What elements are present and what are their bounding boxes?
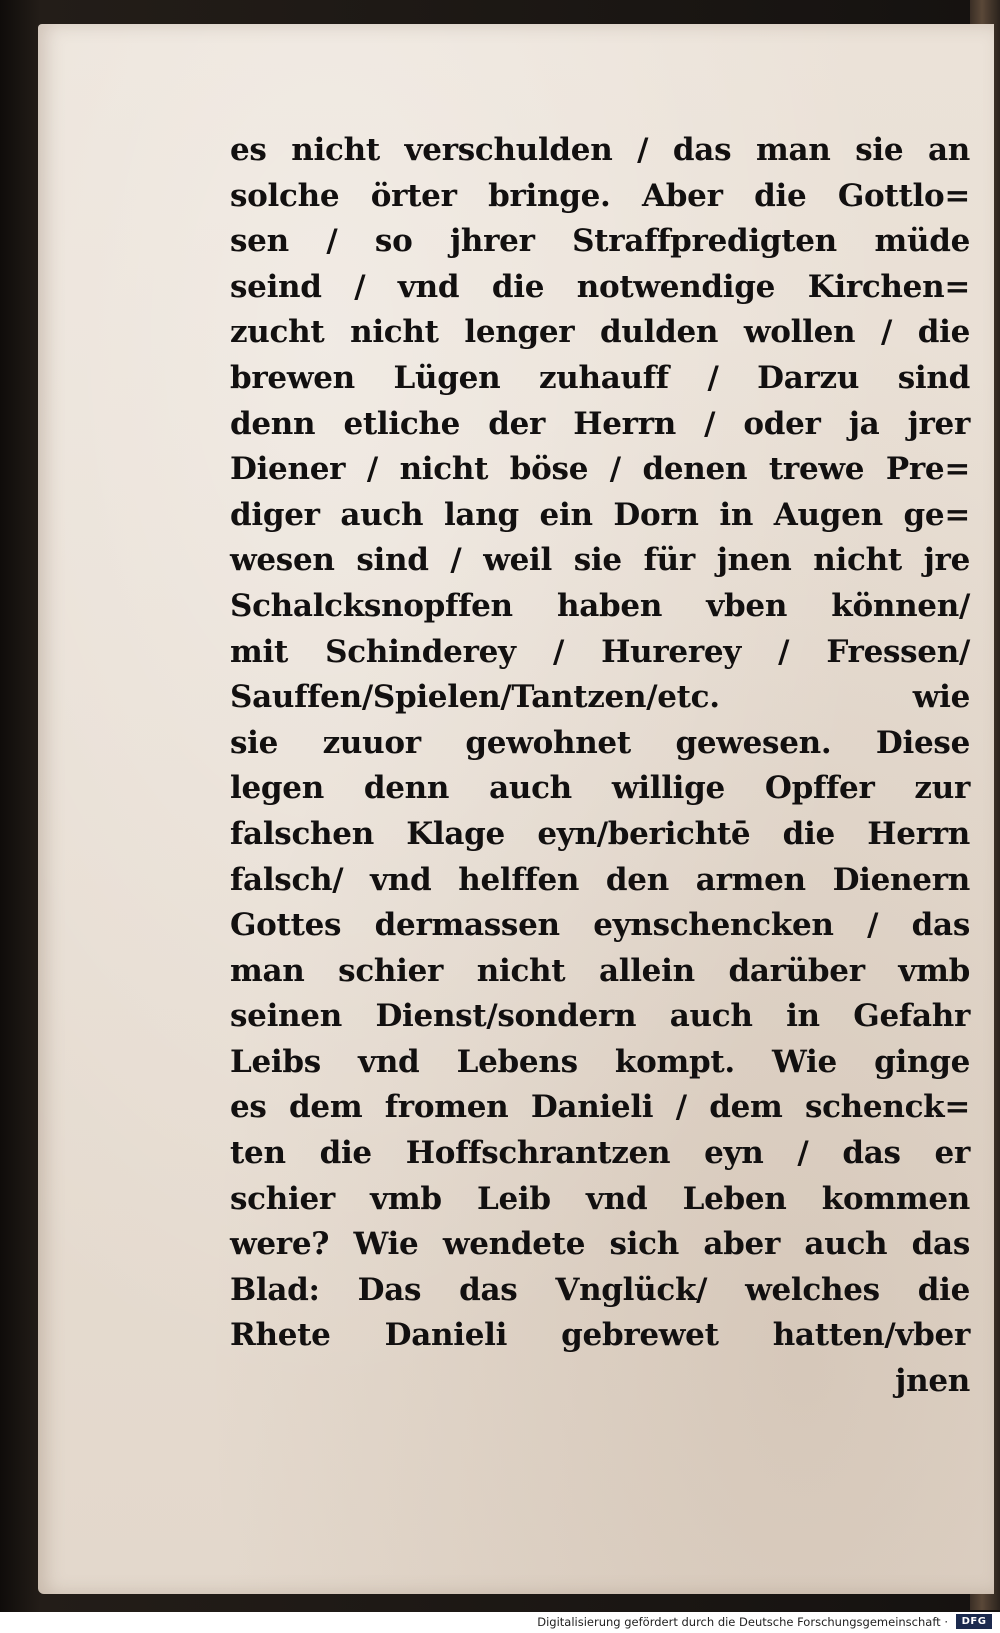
text-line: seinen Dienst/sondern auch in Gefahr: [230, 998, 970, 1035]
text-line: legen denn auch willige Opffer zur: [230, 770, 970, 807]
text-line: zucht nicht lenger dulden wollen / die: [230, 314, 970, 351]
text-line: man schier nicht allein darüber vmb: [230, 952, 970, 989]
text-line: falsch/ vnd helffen den armen Dienern: [230, 861, 970, 898]
funding-credit: Digitalisierung gefördert durch die Deutsche Forschungsgemeinschaft ·: [537, 1615, 948, 1629]
text-line: denn etliche der Herrn / oder ja jrer: [230, 405, 970, 442]
text-line: were? Wie wendete sich aber auch das: [230, 1226, 970, 1263]
text-line: sen / so jhrer Straffpredigten müde: [230, 223, 970, 260]
text-line: solche örter bringe. Aber die Gottlo=: [230, 177, 970, 214]
text-line: ten die Hoffschrantzen eyn / das er: [230, 1135, 970, 1172]
text-line: sie zuuor gewohnet gewesen. Diese: [230, 724, 970, 761]
book-page: [38, 24, 994, 1594]
text-line: mit Schinderey / Hurerey / Fressen/: [230, 633, 970, 670]
text-line: Diener / nicht böse / denen trewe Pre=: [230, 451, 970, 488]
text-line: diger auch lang ein Dorn in Augen ge=: [230, 496, 970, 533]
text-line: seind / vnd die notwendige Kirchen=: [230, 268, 970, 305]
text-line: es dem fromen Danieli / dem schenck=: [230, 1089, 970, 1126]
text-line: es nicht verschulden / das man sie an: [230, 132, 970, 168]
text-line: wesen sind / weil sie für jnen nicht jre: [230, 542, 970, 579]
dfg-logo: DFG: [956, 1614, 992, 1629]
text-line: schier vmb Leib vnd Leben kommen: [230, 1180, 970, 1217]
text-line: brewen Lügen zuhauff / Darzu sind: [230, 359, 970, 396]
text-line: Gottes dermassen eynschencken / das: [230, 907, 970, 944]
catchword: jnen: [895, 1363, 970, 1400]
text-line: Schalcksnopffen haben vben können/: [230, 587, 970, 624]
text-line: Leibs vnd Lebens kompt. Wie ginge: [230, 1043, 970, 1080]
text-line: falschen Klage eyn/berichtē die Herrn: [230, 815, 970, 852]
text-line: Blad: Das das Vnglück/ welches die: [230, 1271, 970, 1308]
body-text: [230, 128, 970, 1405]
text-line: Sauffen/Spielen/Tantzen/etc. wie: [230, 679, 970, 716]
text-line: Rhete Danieli gebrewet hatten/vber: [230, 1317, 970, 1354]
